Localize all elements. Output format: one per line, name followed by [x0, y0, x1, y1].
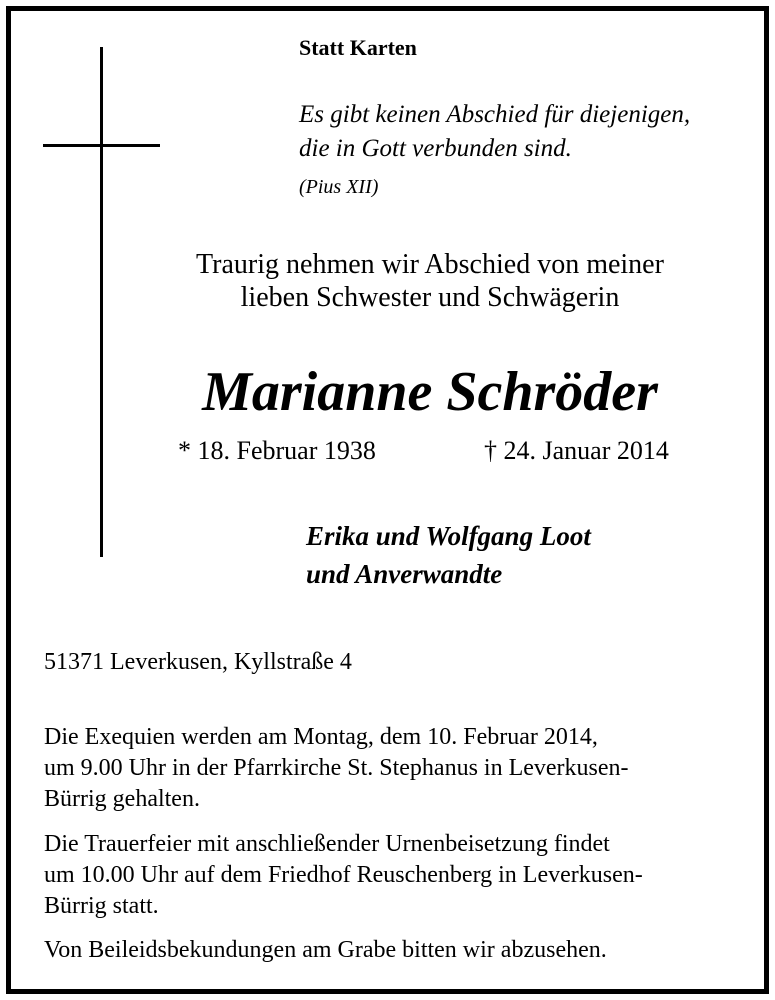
quote-line-2: die in Gott verbunden sind. — [299, 135, 572, 162]
trauerfeier-line-3: Bürrig statt. — [44, 893, 159, 919]
condolence-note: Von Beileidsbekundungen am Grabe bitten wir abzusehen. — [44, 937, 607, 963]
intro-line-2: lieben Schwester und Schwägerin — [240, 282, 620, 313]
cross-horizontal-bar — [43, 144, 160, 147]
family-line-1: Erika und Wolfgang Loot — [306, 521, 591, 551]
notice-heading: Statt Karten — [299, 35, 417, 60]
exequien-line-3: Bürrig gehalten. — [44, 786, 200, 812]
quote-source: (Pius XII) — [299, 176, 379, 198]
trauerfeier-line-2: um 10.00 Uhr auf dem Friedhof Reuschenberg in Leverkusen- — [44, 862, 643, 888]
family-address: 51371 Leverkusen, Kyllstraße 4 — [44, 649, 352, 675]
trauerfeier-line-1: Die Trauerfeier mit anschließender Urnenbeisetzung findet — [44, 831, 610, 857]
exequien-line-1: Die Exequien werden am Montag, dem 10. Februar 2014, — [44, 724, 598, 750]
exequien-line-2: um 9.00 Uhr in der Pfarrkirche St. Stephanus in Leverkusen- — [44, 755, 629, 781]
intro-line-1: Traurig nehmen wir Abschied von meiner — [196, 249, 664, 280]
deceased-name: Marianne Schröder — [202, 361, 658, 423]
quote-line-1: Es gibt keinen Abschied für diejenigen, — [299, 101, 691, 128]
family-line-2: und Anverwandte — [306, 559, 503, 589]
birth-date: * 18. Februar 1938 — [178, 436, 376, 465]
death-date: † 24. Januar 2014 — [484, 436, 669, 465]
